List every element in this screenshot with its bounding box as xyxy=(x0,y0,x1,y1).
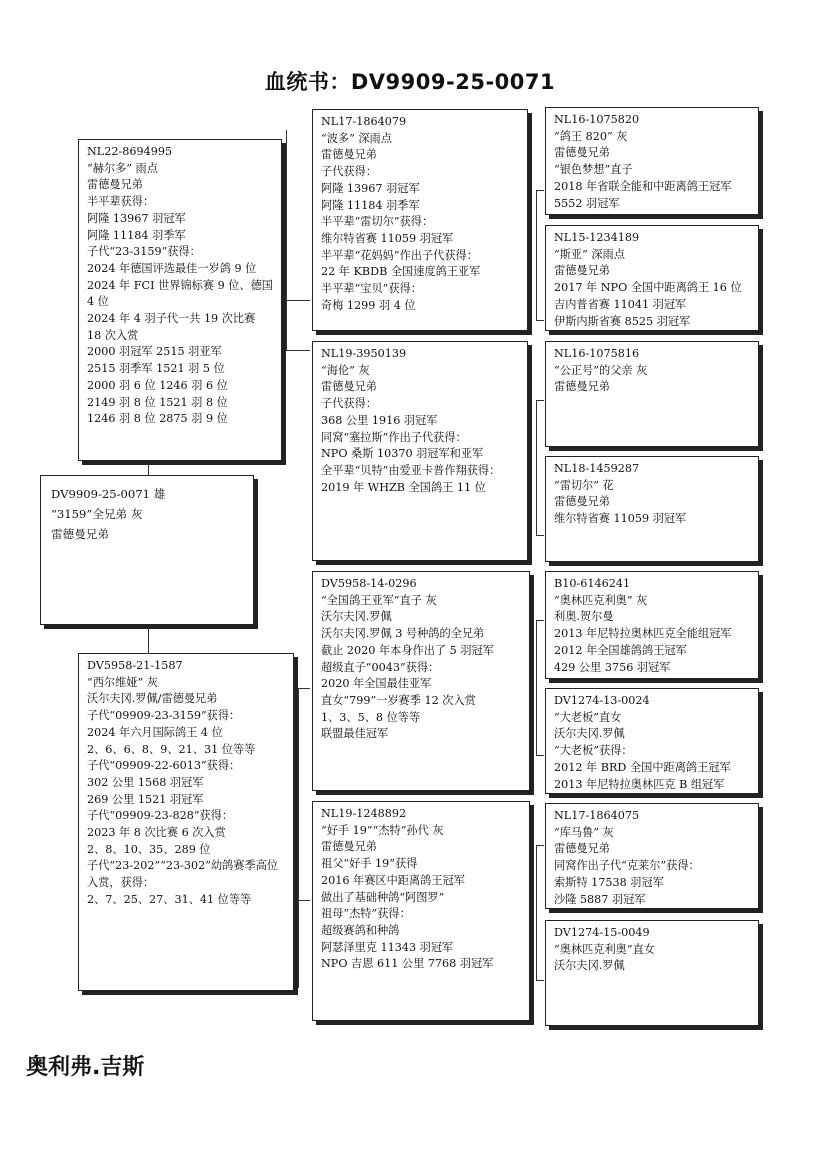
connector xyxy=(148,624,149,654)
pigeon-name: “奥林匹克利奥”直女 xyxy=(554,942,655,956)
sire-dam-box xyxy=(312,341,528,561)
connector xyxy=(536,620,544,621)
text-line: 祖父“好手 19”获得 xyxy=(321,857,418,871)
text-line: 368 公里 1916 羽冠军 xyxy=(321,413,438,427)
ring-number: NL17-1864079 xyxy=(321,115,407,128)
pigeon-name: “大老板”直女 xyxy=(554,710,622,724)
connector xyxy=(298,688,310,689)
breeder: 雷德曼兄弟 xyxy=(321,380,377,394)
ring-number: NL16-1075820 xyxy=(554,113,640,126)
text-line: 2019 年 WHZB 全国鸽王 11 位 xyxy=(321,480,486,494)
text-line: 2018 年省联全能和中距离鸽王冠军 xyxy=(554,179,732,193)
text-line: 2012 年 BRD 全国中距离鸽王冠军 xyxy=(554,760,731,774)
dam-box xyxy=(78,653,294,991)
text-line: 2000 羽 6 位 1246 羽 6 位 xyxy=(87,378,228,392)
breeder: 雷德曼兄弟 xyxy=(554,842,610,856)
connector xyxy=(536,400,537,535)
text-line: 2024 年 FCI 世界锦标赛 9 位、德国 4 位 xyxy=(87,278,273,309)
signature: 奥利弗.吉斯 xyxy=(26,1055,145,1080)
ring-number: NL19-3950139 xyxy=(321,347,407,360)
text-line: 2013 年尼特拉奥林匹克全能组冠军 xyxy=(554,627,732,641)
g3-box-2 xyxy=(545,225,759,331)
text-line: NPO 吉恩 611 公里 7768 羽冠军 xyxy=(321,957,494,971)
pigeon-name: “西尔维娅” 灰 xyxy=(87,675,158,689)
g3-box-6 xyxy=(545,688,759,794)
ring-number: NL16-1075816 xyxy=(554,347,640,360)
pigeon-name: “全国鸽王亚军”直子 灰 xyxy=(321,593,437,607)
text-line: 2149 羽 8 位 1521 羽 8 位 xyxy=(87,395,228,409)
connector xyxy=(148,460,149,476)
text-line: 2024 年 4 羽子代一共 19 次比赛 18 次入赏 xyxy=(87,312,256,342)
breeder: 利奥.贺尔曼 xyxy=(554,610,614,624)
text-line: NPO 桑斯 10370 羽冠军和亚军 xyxy=(321,447,484,461)
connector xyxy=(286,130,287,350)
pigeon-name: “公正号”的父亲 灰 xyxy=(554,363,648,377)
text-line: 429 公里 3756 羽冠军 xyxy=(554,660,671,674)
text-line: 2、8、10、35、289 位 xyxy=(87,842,211,856)
connector xyxy=(536,535,544,536)
text-line: 阿隆 11184 羽季军 xyxy=(321,198,420,212)
text-line: 2024 年六月国际鸽王 4 位 xyxy=(87,725,223,739)
subject-breeder: 雷德曼兄弟 xyxy=(51,527,109,541)
text-line: 子代“23-3159”获得： xyxy=(87,245,201,259)
text-line: 做出了基础种鸽“阿图罗” xyxy=(321,890,445,904)
connector xyxy=(536,400,544,401)
text-line: 伊斯内斯省赛 8525 羽冠军 xyxy=(554,314,691,328)
ring-number: DV1274-15-0049 xyxy=(554,926,650,939)
subject-description: “3159”全兄弟 灰 xyxy=(51,507,143,521)
breeder: 雷德曼兄弟 xyxy=(554,264,610,278)
text-line: 2017 年 NPO 全国中距离鸽王 16 位 xyxy=(554,281,742,295)
g3-box-5 xyxy=(545,571,759,679)
text-line: 子代“09909-23-828”获得： xyxy=(87,809,234,823)
text-line: 半平辈“雷切尔”获得： xyxy=(321,215,434,229)
g3-box-4 xyxy=(545,456,759,562)
ring-number: NL18-1459287 xyxy=(554,462,640,475)
sire-sire-box xyxy=(312,109,528,331)
text-line: 超级赛鸽和种鸽 xyxy=(321,923,400,937)
text-line: 2020 年全国最佳亚军 xyxy=(321,677,432,691)
ring-number: DV1274-13-0024 xyxy=(554,694,650,707)
text-line: 超级直子“0043”获得： xyxy=(321,660,440,674)
text-line: 维尔特省赛 11059 羽冠军 xyxy=(554,512,687,526)
text-line: 吉内普省赛 11041 羽冠军 xyxy=(554,297,687,311)
subject-box xyxy=(40,475,254,625)
connector xyxy=(536,845,544,846)
text-line: 半平辈获得： xyxy=(87,195,155,209)
connector xyxy=(536,320,544,321)
connector xyxy=(536,845,537,980)
connector xyxy=(536,190,537,320)
g3-box-3 xyxy=(545,341,759,447)
text-line: 奇梅 1299 羽 4 位 xyxy=(321,298,416,312)
breeder: 雷德曼兄弟 xyxy=(554,495,610,509)
pigeon-name: “雷切尔” 花 xyxy=(554,478,614,492)
connector xyxy=(536,755,544,756)
subject-ring-number: DV9909-25-0071 雄 xyxy=(51,487,166,501)
text-line: 祖母“杰特”获得： xyxy=(321,907,411,921)
dam-sire-box xyxy=(312,571,530,791)
text-line: 2012 年全国雄鸽鸽王冠军 xyxy=(554,643,687,657)
pigeon-name: “库马鲁” 灰 xyxy=(554,825,614,839)
connector xyxy=(298,900,310,901)
text-line: 阿隆 11184 羽季军 xyxy=(87,228,186,242)
page-title: 血统书：DV9909-25-0071 xyxy=(264,70,556,94)
text-line: 子代“09909-22-6013”获得： xyxy=(87,759,241,773)
text-line: 子代获得： xyxy=(321,165,377,179)
connector xyxy=(536,620,537,755)
g3-box-1 xyxy=(545,107,759,215)
text-line: 同窝作出子代“克莱尔”获得： xyxy=(554,859,700,873)
connector xyxy=(536,980,544,981)
text-line: 阿隆 13967 羽冠军 xyxy=(87,211,186,225)
text-line: 2000 羽冠军 2515 羽亚军 xyxy=(87,345,222,359)
g3-box-7 xyxy=(545,803,759,909)
text-line: 直女“799”一岁赛季 12 次入赏 xyxy=(321,693,476,707)
text-line: 子代获得： xyxy=(321,397,377,411)
text-line: “银色梦想”直子 xyxy=(554,163,633,177)
ring-number: DV5958-21-1587 xyxy=(87,659,183,672)
pigeon-name: “海伦” 灰 xyxy=(321,363,370,377)
breeder: 沃尔夫冈.罗佩/雷德曼兄弟 xyxy=(87,692,218,706)
text-line: 2、6、6、8、9、21、31 位等等 xyxy=(87,742,256,756)
text-line: 同窝“塞拉斯”作出子代获得： xyxy=(321,430,467,444)
connector xyxy=(286,300,310,301)
text-line: 1、3、5、8 位等等 xyxy=(321,710,421,724)
text-line: “大老板”获得： xyxy=(554,744,633,758)
sire-box xyxy=(78,139,282,461)
text-line: 全平辈“贝特”由爱亚卡普作翔获得： xyxy=(321,463,501,477)
text-line: 维尔特省赛 11059 羽冠军 xyxy=(321,231,454,245)
ring-number: DV5958-14-0296 xyxy=(321,577,417,590)
breeder: 沃尔夫冈.罗佩 xyxy=(554,727,625,741)
text-line: 阿瑟泽里克 11343 羽冠军 xyxy=(321,940,454,954)
text-line: 子代“09909-23-3159”获得： xyxy=(87,709,241,723)
text-line: 截止 2020 年本身作出了 5 羽冠军 xyxy=(321,643,494,657)
text-line: 沃尔夫冈.罗佩 3 号种鸽的全兄弟 xyxy=(321,627,485,641)
text-line: 5552 羽冠军 xyxy=(554,196,620,210)
text-line: 阿隆 13967 羽冠军 xyxy=(321,181,420,195)
connector xyxy=(286,350,310,351)
ring-number: NL19-1248892 xyxy=(321,807,407,820)
text-line: 沙隆 5887 羽冠军 xyxy=(554,892,646,906)
text-line: 1246 羽 8 位 2875 羽 9 位 xyxy=(87,412,228,426)
ring-number: NL15-1234189 xyxy=(554,231,640,244)
text-line: 2013 年尼特拉奥林匹克 B 组冠军 xyxy=(554,777,725,791)
ring-number: NL22-8694995 xyxy=(87,145,173,158)
breeder: 雷德曼兄弟 xyxy=(321,840,377,854)
pigeon-name: “波多” 深雨点 xyxy=(321,131,392,145)
text-line: 302 公里 1568 羽冠军 xyxy=(87,775,204,789)
text-line: 索斯特 17538 羽冠军 xyxy=(554,875,664,889)
text-line: 半平辈“花妈妈”作出子代获得： xyxy=(321,248,478,262)
breeder: 雷德曼兄弟 xyxy=(554,380,610,394)
text-line: 2515 羽季军 1521 羽 5 位 xyxy=(87,362,225,376)
breeder: 沃尔夫冈.罗佩 xyxy=(554,959,625,973)
text-line: 2023 年 8 次比赛 6 次入赏 xyxy=(87,826,226,840)
breeder: 雷德曼兄弟 xyxy=(321,148,377,162)
g3-box-8 xyxy=(545,920,759,1026)
text-line: 269 公里 1521 羽冠军 xyxy=(87,792,204,806)
pigeon-name: “好手 19”“杰特”孙代 灰 xyxy=(321,823,444,837)
connector xyxy=(536,190,544,191)
text-line: 2016 年赛区中距离鸽王冠军 xyxy=(321,873,465,887)
text-line: 2024 年德国评选最佳一岁鸽 9 位 xyxy=(87,261,257,275)
breeder: 沃尔夫冈.罗佩 xyxy=(321,610,392,624)
pigeon-name: “鸽王 820” 灰 xyxy=(554,129,628,143)
pigeon-name: “斯亚” 深雨点 xyxy=(554,247,625,261)
breeder: 雷德曼兄弟 xyxy=(554,146,610,160)
text-line: 2、7、25、27、31、41 位等等 xyxy=(87,892,252,906)
text-line: 子代“23-202”“23-302”幼鸽赛季高位入赏，获得： xyxy=(87,859,279,890)
ring-number: B10-6146241 xyxy=(554,577,631,590)
dam-dam-box xyxy=(312,801,530,1021)
text-line: 22 年 KBDB 全国速度鸽王亚军 xyxy=(321,265,481,279)
text-line: 联盟最佳冠军 xyxy=(321,727,389,741)
breeder: 雷德曼兄弟 xyxy=(87,178,143,192)
pigeon-name: “奥林匹克利奥” 灰 xyxy=(554,593,648,607)
connector xyxy=(298,688,299,988)
text-line: 半平辈“宝贝”获得： xyxy=(321,282,422,296)
ring-number: NL17-1864075 xyxy=(554,809,640,822)
pigeon-name: “赫尔多” 雨点 xyxy=(87,161,158,175)
